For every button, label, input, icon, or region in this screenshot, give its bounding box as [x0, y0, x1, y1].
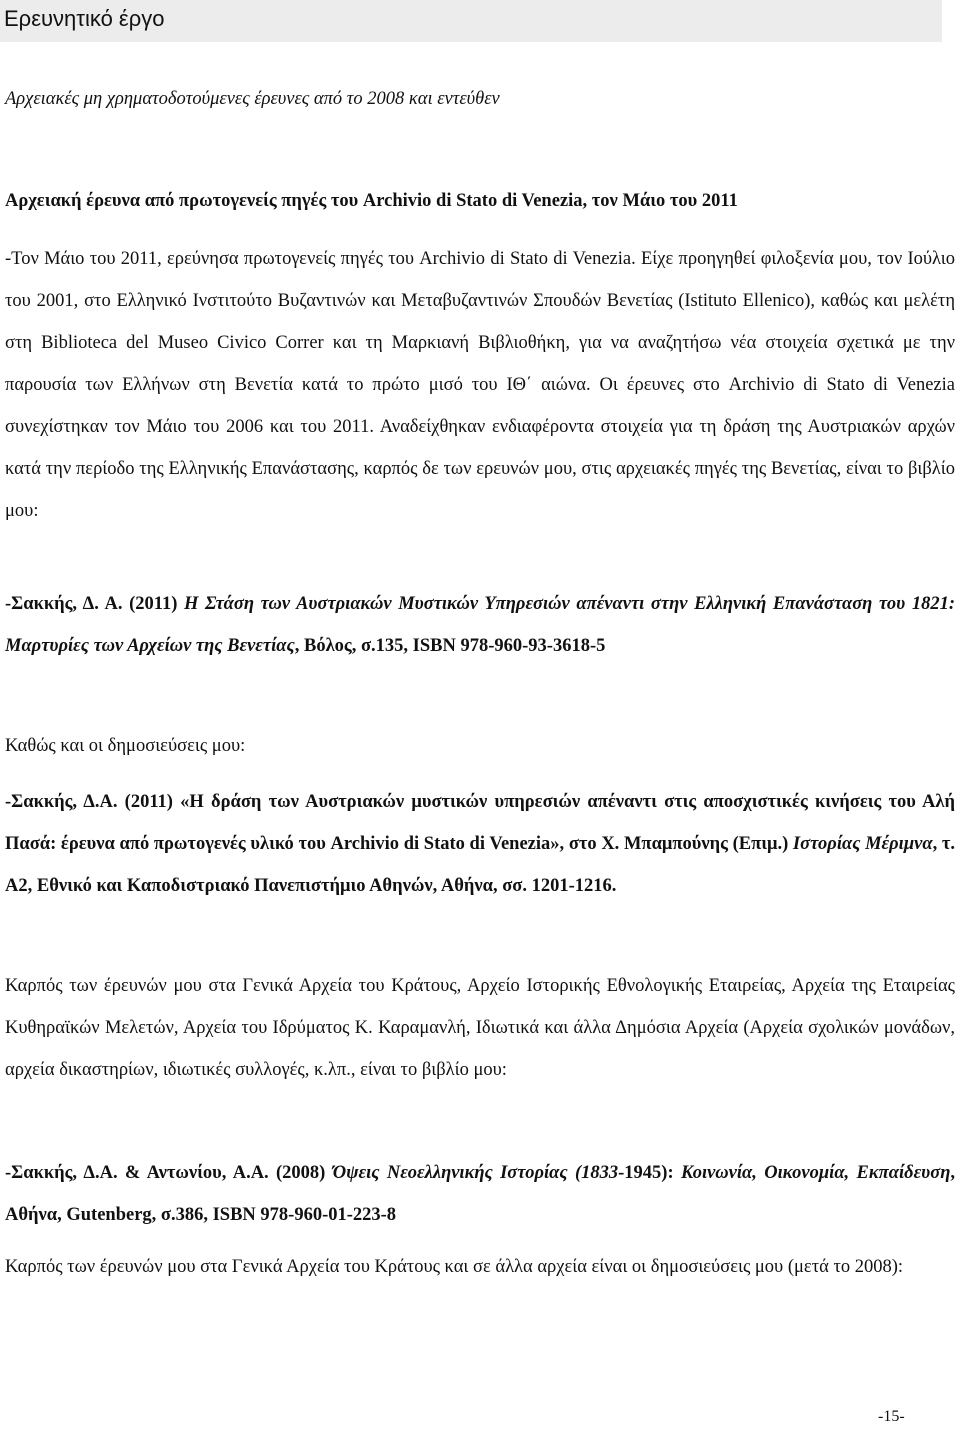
paragraph-greek-archives: Καρπός των έρευνών μου στα Γενικά Αρχεία του Κράτους, Αρχείο Ιστορικής Εθνολογικής Εταιρείας, Αρχεία της Εταιρείας Κυθηραϊκών Μελετών, Αρχεία του Ιδρύματος Κ. Καραμανλή, Ιδιωτικά και άλλα Δημόσια Αρχεία (Αρχεία σχολικών μονάδων, αρχεία δικαστηρίων, ιδιωτικές συλλογές, κ.λπ., είναι το βιβλίο μου: [5, 976, 955, 1080]
section-header-bar [0, 0, 942, 42]
archive-research-heading: Αρχειακή έρευνα από πρωτογενείς πηγές του Archivio di Stato di Venezia, τον Μάιο του 2011 [5, 191, 738, 211]
citation-details: , τ. Α2, Εθνικό και Καποδιστριακό Πανεπιστήμιο Αθηνών, Αθήνα, σσ. 1201-1216. [5, 834, 956, 896]
paragraph-state-archives: Καρπός των έρευνών μου στα Γενικά Αρχεία του Κράτους και σε άλλα αρχεία είναι οι δημοσιεύσεις μου (μετά το 2008): [5, 1257, 904, 1277]
citation-subtitle: Κοινωνία, Οικονομία, Εκπαίδευση [680, 1163, 951, 1183]
citation-author: -Σακκής, Δ. Α. (2011) [5, 594, 185, 614]
citation-author: -Σακκής, Δ.Α. & Αντωνίου, Α.Α. (2008) [5, 1163, 333, 1183]
citation-title: Όψεις Νεοελληνικής Ιστορίας (1833 [332, 1163, 619, 1183]
citation-book-2011 [5, 583, 955, 667]
citation-details: , Αθήνα, Gutenberg, σ.386, ISBN 978-960-01-223-8 [5, 1163, 955, 1225]
page-number: -15- [878, 1408, 905, 1425]
citation-article-2011 [5, 781, 955, 907]
paragraph-venice-research: -Τον Μάιο του 2011, ερεύνησα πρωτογενείς πηγές του Archivio di Stato di Venezia. Είχε προηγηθεί φιλοξενία μου, τον Ιούλιο του 2001, στο Ελληνικό Ινστιτούτο Βυζαντινών και Μεταβυζαντινών Σπουδών Βενετίας (Istituto Ellenico), καθώς και μελέτη στη Biblioteca del Museo Civico Correr και τη Μαρκιανή Βιβλιοθήκη, για να αναζητήσω νέα στοιχεία σχετικά με την παρουσία των Ελλήνων στη Βενετία κατά το πρώτο μισό του ΙΘ΄ αιώνα. Οι έρευνες στο Archivio di Stato di Venezia συνεχίστηκαν τον Μάιο του 2006 και του 2011. Αναδείχθηκαν ενδιαφέροντα στοιχεία για τη δράση της Αυστριακών αρχών κατά την περίοδο της Ελληνικής Επανάστασης, καρπός δε των ερευνών μου, στις αρχειακές πηγές της Βενετίας, είναι το βιβλίο μου: [5, 249, 955, 521]
section-title: Ερευνητικό έργο [4, 6, 165, 31]
citation-years-end: -1945): [618, 1163, 681, 1183]
publications-intro: Καθώς και οι δημοσιεύσεις μου: [5, 736, 246, 756]
citation-details: , Βόλος, σ.135, ISBN 978-960-93-3618-5 [294, 636, 606, 656]
citation-main: -Σακκής, Δ.Α. (2011) «Η δράση των Αυστριακών μυστικών υπηρεσιών απέναντι στις αποσχιστικές κινήσεις του Αλή Πασά: έρευνα από πρωτογενές υλικό του Archivio di Stato di Venezia», στο Χ. Μπαμπούνης (Επιμ.) [5, 792, 955, 854]
citation-journal: Ιστορίας Μέριμνα [792, 834, 933, 854]
citation-book-2008 [5, 1152, 955, 1236]
citation-title: Η Στάση των Αυστριακών Μυστικών Υπηρεσιών απέναντι στην Ελληνική Επανάσταση του 1821: Μαρτυρίες των Αρχείων της Βενετίας [5, 594, 955, 656]
unfunded-research-heading: Αρχειακές μη χρηματοδοτούμενες έρευνες από το 2008 και εντεύθεν [5, 89, 500, 109]
